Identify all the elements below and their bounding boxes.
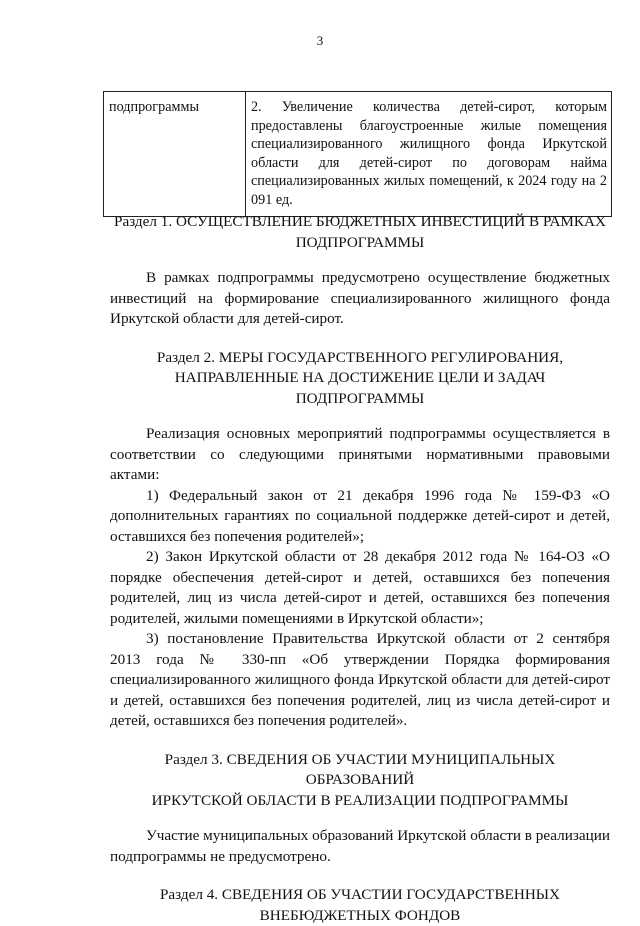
section2-heading — [110, 348, 610, 410]
list-item: 1) Федеральный закон от 21 декабря 1996 года № 159-ФЗ «О дополнительных гарантиях по социальной поддержке детей-сирот и детей, оставшихся без попечения родителей»; — [110, 486, 610, 548]
section3-heading-line: Раздел 3. СВЕДЕНИЯ ОБ УЧАСТИИ МУНИЦИПАЛЬНЫХ ОБРАЗОВАНИЙ — [110, 750, 610, 791]
section2-heading-line: Раздел 2. МЕРЫ ГОСУДАРСТВЕННОГО РЕГУЛИРОВАНИЯ, — [110, 348, 610, 369]
passport-table — [103, 91, 612, 217]
section2-heading-line: НАПРАВЛЕННЫЕ НА ДОСТИЖЕНИЕ ЦЕЛИ И ЗАДАЧ — [110, 368, 610, 389]
section4-heading-line: ВНЕБЮДЖЕТНЫХ ФОНДОВ — [110, 906, 610, 926]
table-label-cell: подпрограммы — [104, 92, 246, 217]
section2-heading-line: ПОДПРОГРАММЫ — [110, 389, 610, 410]
section4-heading-line: Раздел 4. СВЕДЕНИЯ ОБ УЧАСТИИ ГОСУДАРСТВЕННЫХ — [110, 885, 610, 906]
section1-heading: Раздел 1. ОСУЩЕСТВЛЕНИЕ БЮДЖЕТНЫХ ИНВЕСТИЦИЙ В РАМКАХ ПОДПРОГРАММЫ — [110, 212, 610, 253]
section2-intro: Реализация основных мероприятий подпрограммы осуществляется в соответствии со следующими принятыми нормативными правовыми актами: — [110, 424, 610, 486]
list-item: 3) постановление Правительства Иркутской области от 2 сентября 2013 года № 330-пп «Об утверждении Порядка формирования специализированного жилищного фонда Иркутской области для детей-сирот и детей, оставшихся без попечения родителей, лиц из числа детей-сирот и детей, оставшихся без попечения родителей». — [110, 629, 610, 732]
section3-paragraph: Участие муниципальных образований Иркутской области в реализации подпрограммы не предусмотрено. — [110, 826, 610, 867]
document-body — [110, 212, 610, 926]
section3-heading-line: ИРКУТСКОЙ ОБЛАСТИ В РЕАЛИЗАЦИИ ПОДПРОГРАММЫ — [110, 791, 610, 812]
page-number: 3 — [0, 33, 640, 49]
section3-heading — [110, 750, 610, 812]
table-row — [104, 92, 612, 217]
section1-paragraph: В рамках подпрограммы предусмотрено осуществление бюджетных инвестиций на формирование специализированного жилищного фонда Иркутской области для детей-сирот. — [110, 268, 610, 330]
list-item: 2) Закон Иркутской области от 28 декабря 2012 года № 164-ОЗ «О порядке обеспечения детей-сирот и детей, оставшихся без попечения родителей, лиц из числа детей-сирот и детей, оставшихся без попечения родителей, жилыми помещениями в Иркутской области»; — [110, 547, 610, 629]
section4-heading — [110, 885, 610, 926]
table-value-cell: 2. Увеличение количества детей-сирот, которым предоставлены благоустроенные жилые помещения специализированного жилищного фонда Иркутской области для детей-сирот по договорам найма специализированных жилых помещений, к 2024 году на 2 091 ед. — [246, 92, 612, 217]
